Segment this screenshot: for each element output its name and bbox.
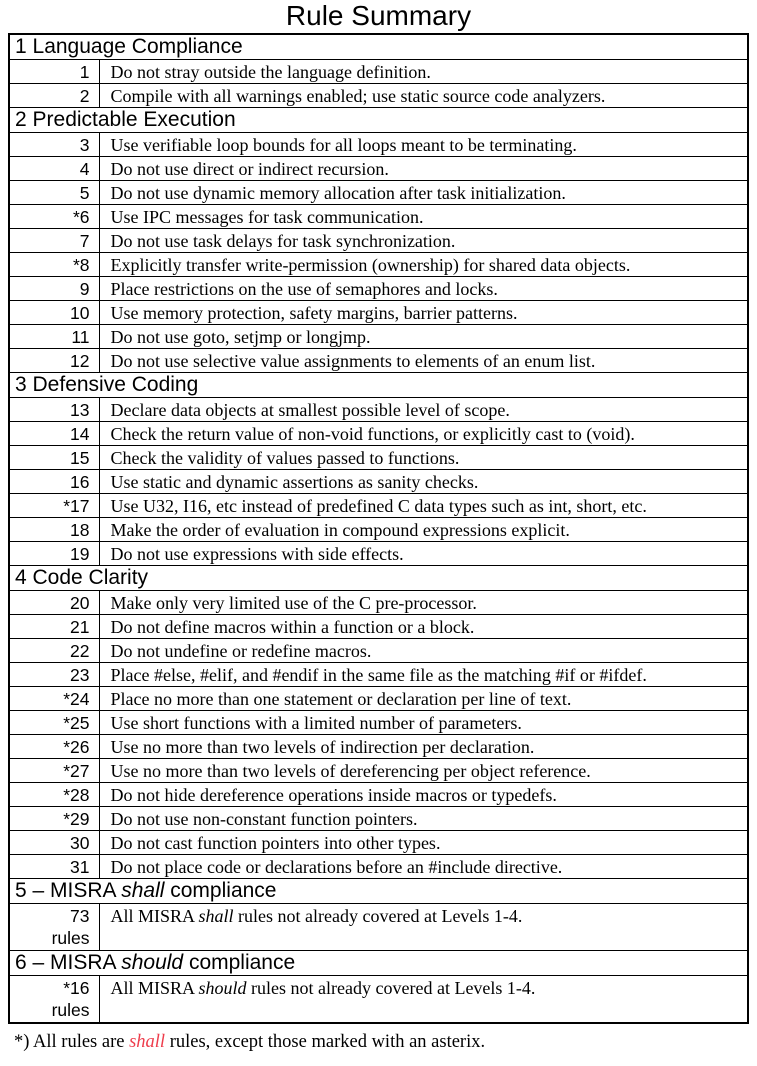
rule-number-value: 13 [70,400,90,420]
text-segment: rules not already covered at Levels 1-4. [233,906,523,926]
rule-number [9,807,99,831]
table-row [9,205,748,229]
rule-number [9,301,99,325]
rule-number-value: 5 [79,183,90,203]
table-row [9,60,748,84]
emphasis-text: should [121,951,184,974]
rule-number [9,84,99,108]
text-segment: All MISRA [110,906,199,926]
text-segment: Do not use direct or indirect recursion. [110,159,389,179]
section-title [9,566,748,591]
text-segment: Do not use goto, setjmp or longjmp. [110,327,371,347]
rule-description [99,253,748,277]
text-segment: Do not cast function pointers into other types. [110,833,441,853]
rule-number-value: *27 [63,761,90,781]
rule-number [9,639,99,663]
rule-number [9,783,99,807]
rule-description [99,735,748,759]
rule-number-value: 22 [70,641,90,661]
rule-description [99,976,748,1023]
text-segment: Use no more than two levels of indirection per declaration. [110,737,535,757]
rule-number [9,904,99,951]
rule-number-sub: rules [51,928,90,948]
rule-description [99,663,748,687]
section-title [9,951,748,976]
rule-number-value: 31 [70,857,90,877]
rule-description [99,301,748,325]
rule-number-value: 9 [79,279,90,299]
rule-number [9,759,99,783]
text-segment: 3 Defensive Coding [15,373,199,396]
rule-number-value: 15 [70,448,90,468]
rule-number-value: 3 [79,135,90,155]
rule-number-value: *17 [63,496,90,516]
rule-description [99,615,748,639]
rule-description [99,446,748,470]
table-row [9,663,748,687]
rule-number-value: 2 [79,86,90,106]
text-segment: Use IPC messages for task communication. [110,207,424,227]
section-header-row [9,34,748,60]
table-row [9,639,748,663]
text-segment: Do not undefine or redefine macros. [110,641,372,661]
rule-number [9,325,99,349]
table-row [9,783,748,807]
rule-number [9,735,99,759]
section-title [9,373,748,398]
rule-number-value: *24 [63,689,90,709]
text-segment: Do not use task delays for task synchronization. [110,231,456,251]
text-segment: 5 – MISRA [15,879,122,902]
table-row [9,325,748,349]
rule-description [99,349,748,373]
text-segment: Use verifiable loop bounds for all loops meant to be terminating. [110,135,577,155]
rule-number [9,687,99,711]
text-segment: Use U32, I16, etc instead of predefined C data types such as int, short, etc. [110,496,647,516]
section-header-row [9,108,748,133]
rule-number [9,494,99,518]
rule-description [99,229,748,253]
rule-number-value: *28 [63,785,90,805]
rule-summary-table [8,33,749,1024]
rule-number-value: *16 [63,978,90,998]
rule-description [99,759,748,783]
rule-number [9,711,99,735]
rule-description [99,133,748,157]
rule-number-value: 4 [79,159,90,179]
rule-number [9,277,99,301]
table-row [9,831,748,855]
emphasis-text: shall [198,906,234,926]
rule-number [9,157,99,181]
rule-number-value: 19 [70,544,90,564]
section-title [9,108,748,133]
text-segment: rules, except those marked with an asterix. [165,1031,486,1052]
table-row [9,253,748,277]
table-row [9,542,748,566]
rule-number-value: *25 [63,713,90,733]
text-segment: Make only very limited use of the C pre-processor. [110,593,477,613]
table-row [9,277,748,301]
rule-description [99,157,748,181]
text-segment: Check the return value of non-void functions, or explicitly cast to (void). [110,424,635,444]
text-segment: All MISRA [110,978,199,998]
rule-number-value: 1 [79,62,90,82]
rule-number-value: *8 [72,255,90,275]
table-row [9,181,748,205]
rule-number-value: *26 [63,737,90,757]
rule-description [99,325,748,349]
table-row [9,422,748,446]
text-segment: Do not use expressions with side effects. [110,544,404,564]
rule-number-value: 14 [70,424,90,444]
text-segment: Place restrictions on the use of semaphores and locks. [110,279,498,299]
text-segment: Make the order of evaluation in compound expressions explicit. [110,520,570,540]
rule-description [99,904,748,951]
table-row [9,735,748,759]
text-segment: Do not stray outside the language definition. [110,62,431,82]
rule-number [9,470,99,494]
table-row [9,976,748,1023]
rule-number [9,542,99,566]
rule-description [99,591,748,615]
rule-number [9,663,99,687]
rule-number [9,855,99,879]
rule-number [9,229,99,253]
rule-number [9,181,99,205]
rule-number-value: 20 [70,593,90,613]
text-segment: Use short functions with a limited number of parameters. [110,713,522,733]
table-row [9,759,748,783]
text-segment: 2 Predictable Execution [15,108,236,131]
section-header-row [9,879,748,904]
text-segment: Use no more than two levels of dereferencing per object reference. [110,761,591,781]
rule-number [9,446,99,470]
page-title: Rule Summary [285,0,472,31]
emphasis-text: should [198,978,247,998]
table-row [9,301,748,325]
rule-number-sub: rules [51,1000,90,1020]
rule-number [9,591,99,615]
section-title [9,879,748,904]
rule-number [9,398,99,422]
table-row [9,84,748,108]
rule-description [99,807,748,831]
rule-number [9,976,99,1023]
table-row [9,615,748,639]
footnote [14,1031,757,1053]
emphasis-text: shall [129,1031,166,1052]
rule-description [99,494,748,518]
rule-number [9,205,99,229]
section-header-row [9,951,748,976]
text-segment: Check the validity of values passed to functions. [110,448,460,468]
rule-description [99,84,748,108]
table-row [9,807,748,831]
rule-description [99,783,748,807]
text-segment: Do not use selective value assignments to elements of an enum list. [110,351,596,371]
rule-description [99,518,748,542]
rule-number-value: 30 [70,833,90,853]
rule-number-value: 16 [70,472,90,492]
table-row [9,446,748,470]
rule-description [99,855,748,879]
text-segment: Use memory protection, safety margins, barrier patterns. [110,303,518,323]
table-row [9,157,748,181]
text-segment: Use static and dynamic assertions as sanity checks. [110,472,479,492]
text-segment: *) All rules are [14,1031,130,1052]
rule-description [99,60,748,84]
table-row [9,470,748,494]
table-row [9,133,748,157]
rule-description [99,181,748,205]
rule-number [9,133,99,157]
table-row [9,229,748,253]
table-row [9,904,748,951]
text-segment: Do not define macros within a function or a block. [110,617,475,637]
text-segment: 1 Language Compliance [15,35,243,58]
rule-number-value: 11 [71,327,90,347]
rule-description [99,277,748,301]
rule-number-value: 73 [70,906,90,926]
rule-description [99,470,748,494]
text-segment: 4 Code Clarity [15,566,149,589]
table-row [9,591,748,615]
table-row [9,518,748,542]
section-header-row [9,566,748,591]
rule-number [9,253,99,277]
rule-description [99,398,748,422]
rule-number-value: 7 [79,231,90,251]
section-header-row [9,373,748,398]
rule-number-value: 23 [70,665,90,685]
text-segment: compliance [164,879,277,902]
rule-description [99,542,748,566]
text-segment: Declare data objects at smallest possible level of scope. [110,400,510,420]
emphasis-text: shall [121,879,165,902]
rule-number [9,831,99,855]
text-segment: Compile with all warnings enabled; use static source code analyzers. [110,86,606,106]
rule-number-value: 12 [70,351,90,371]
rule-description [99,422,748,446]
text-segment: Do not use dynamic memory allocation after task initialization. [110,183,566,203]
text-segment: Explicitly transfer write-permission (ownership) for shared data objects. [110,255,631,275]
rule-number [9,60,99,84]
rule-number [9,349,99,373]
text-segment: Do not place code or declarations before an #include directive. [110,857,563,877]
text-segment: Do not use non-constant function pointers. [110,809,418,829]
rule-description [99,205,748,229]
text-segment: Place #else, #elif, and #endif in the same file as the matching #if or #ifdef. [110,665,647,685]
text-segment: 6 – MISRA [15,951,122,974]
table-row [9,855,748,879]
text-segment: rules not already covered at Levels 1-4. [246,978,536,998]
table-row [9,687,748,711]
text-segment: Do not hide dereference operations inside macros or typedefs. [110,785,557,805]
rule-description [99,639,748,663]
rule-number-value: 21 [70,617,90,637]
table-row [9,494,748,518]
section-title [9,34,748,60]
rule-number-value: *29 [63,809,90,829]
rule-description [99,687,748,711]
table-row [9,349,748,373]
table-row [9,711,748,735]
rule-number-value: 10 [70,303,90,323]
text-segment: compliance [183,951,296,974]
rule-number-value: 18 [70,520,90,540]
rule-number [9,422,99,446]
table-row [9,398,748,422]
rule-description [99,711,748,735]
rule-number-value: *6 [72,207,90,227]
rule-description [99,831,748,855]
rule-number [9,615,99,639]
text-segment: Place no more than one statement or declaration per line of text. [110,689,572,709]
rule-number [9,518,99,542]
